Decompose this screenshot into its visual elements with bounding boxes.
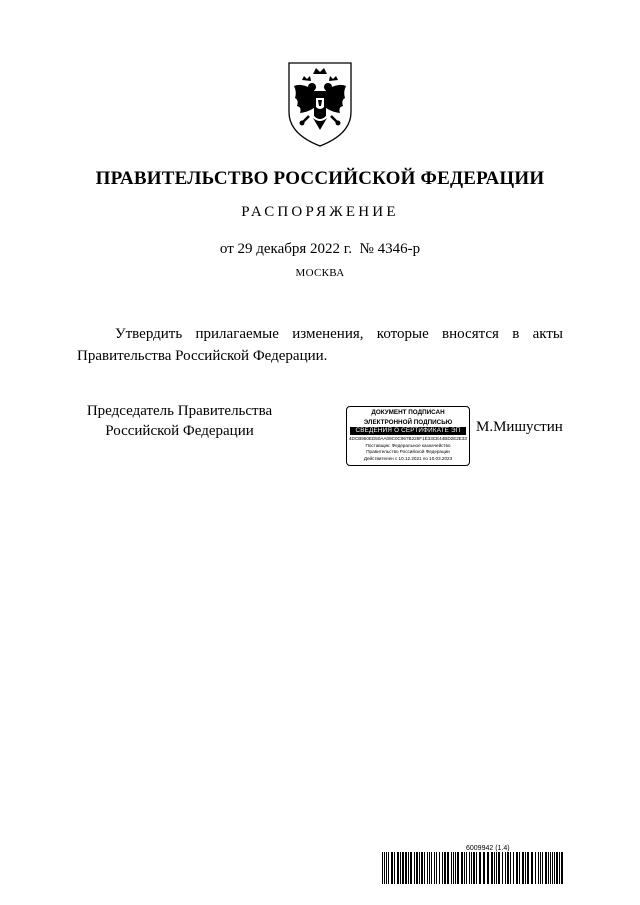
body-line-2: Правительства Российской Федерации. xyxy=(77,348,328,364)
page-title: ПРАВИТЕЛЬСТВО РОССИЙСКОЙ ФЕДЕРАЦИИ xyxy=(95,168,545,189)
body-line-1: Утвердить прилагаемые изменения, которые вносятся в акты xyxy=(115,326,563,342)
document-city: МОСКВА xyxy=(295,267,345,279)
barcode-icon xyxy=(382,852,564,884)
document-date: от 29 декабря 2022 г. xyxy=(219,241,353,257)
document-date-number xyxy=(0,241,640,258)
coat-of-arms-icon xyxy=(283,60,357,148)
position-line-1: Председатель Правительства xyxy=(86,403,273,419)
electronic-signature-stamp xyxy=(346,406,470,466)
stamp-line-2: ЭЛЕКТРОННОЙ ПОДПИСЬЮ xyxy=(363,418,453,426)
stamp-validity: Действителен с 10.12.2021 по 10.03.2023 xyxy=(363,455,453,461)
document-type: РАСПОРЯЖЕНИЕ xyxy=(241,204,399,220)
document-number: № 4346-р xyxy=(359,241,421,257)
body-paragraph xyxy=(77,323,563,367)
barcode-label: 6009942 (1.4) xyxy=(466,845,510,852)
position-line-2: Российской Федерации xyxy=(105,423,254,439)
stamp-issuer-2: Правительство Российской Федерации xyxy=(366,449,450,455)
stamp-issuer-1: Поставщик: Федеральное казначейство xyxy=(365,442,451,448)
stamp-serial: 4DCB950ED50AA08C0C967B228F1E33CE44BD2E2E33 xyxy=(349,436,467,441)
signatory-name: М.Мишустин xyxy=(476,419,563,435)
stamp-certificate-bar: СВЕДЕНИЯ О СЕРТИФИКАТЕ ЭП xyxy=(350,427,466,435)
stamp-line-1: ДОКУМЕНТ ПОДПИСАН xyxy=(371,409,445,416)
signatory-position xyxy=(77,401,282,441)
